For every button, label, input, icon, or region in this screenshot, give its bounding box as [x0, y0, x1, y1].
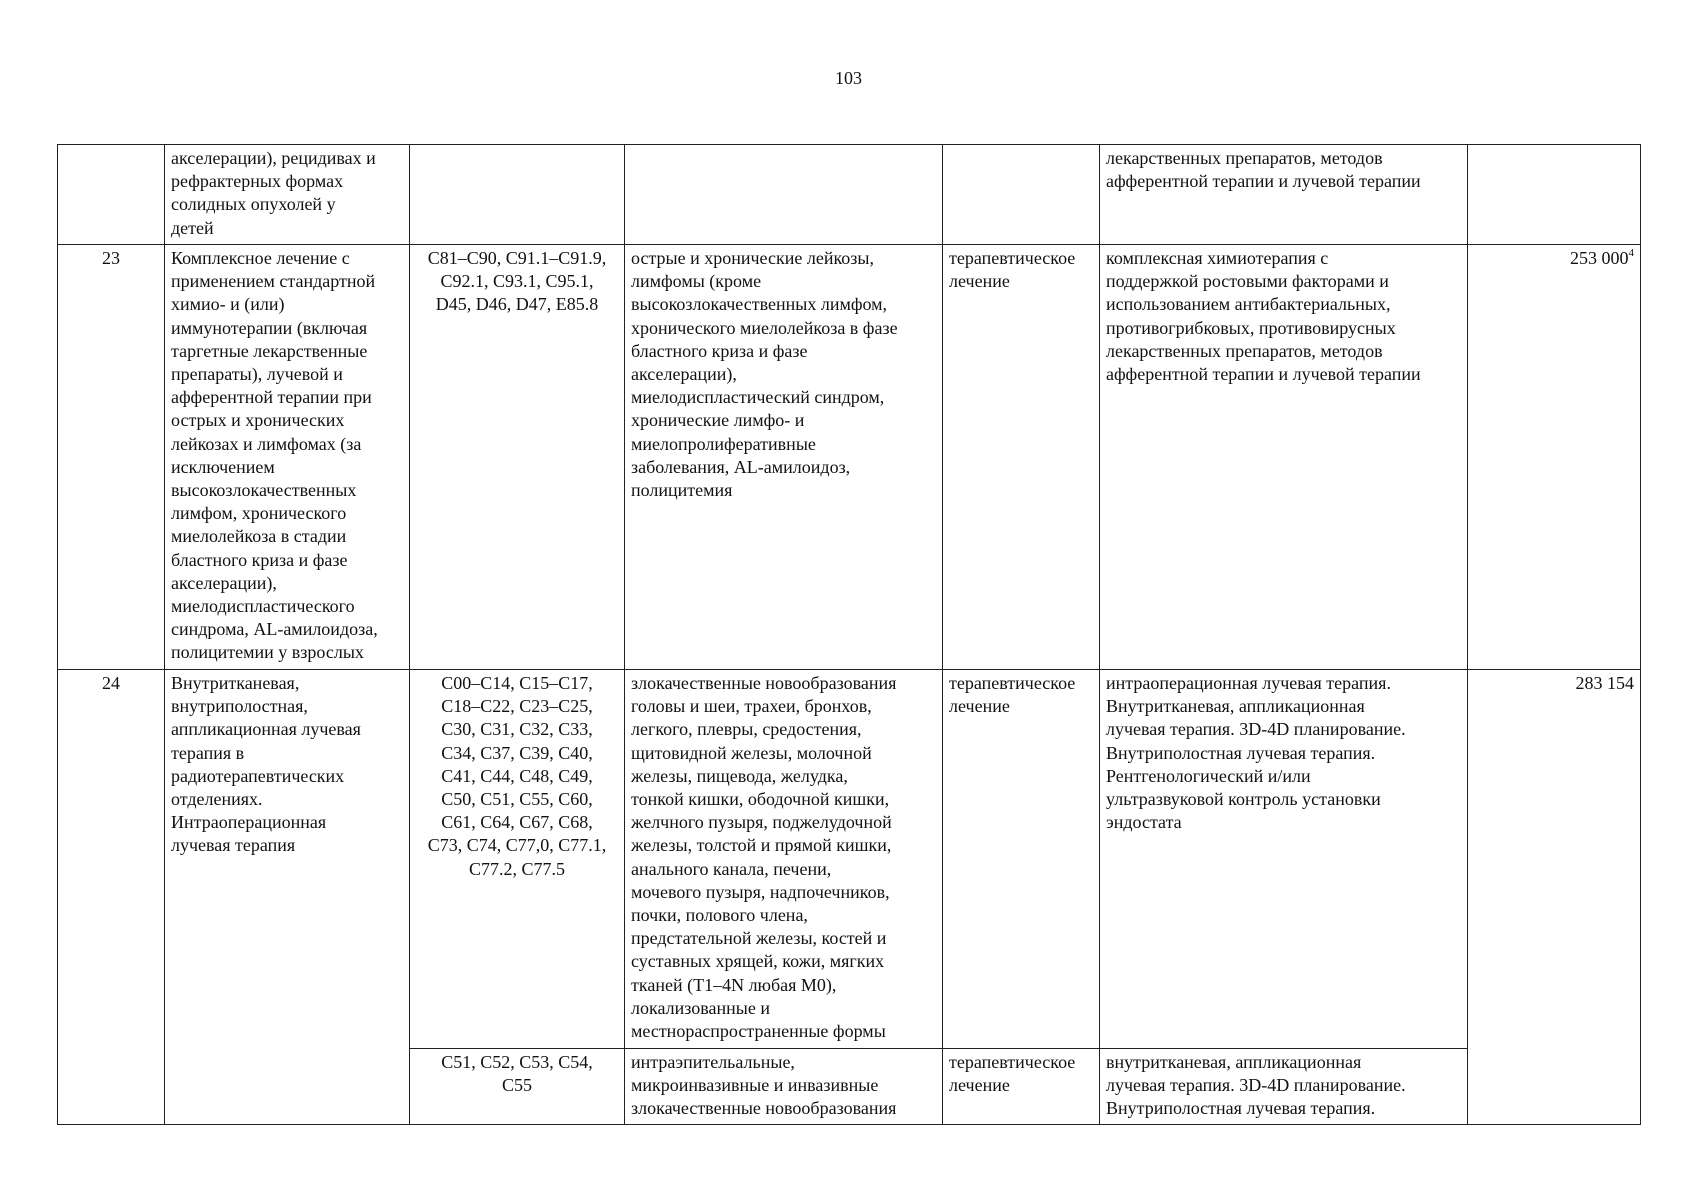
patient-model: интраэпительальные, микроинвазивные и инвазивные злокачественные новообразования: [625, 1049, 943, 1125]
cost-value: 283 154: [1468, 670, 1641, 1125]
row-number: 24: [58, 670, 165, 1125]
icd-codes: C81–C90, C91.1–C91.9, C92.1, C93.1, C95.1, D45, D46, D47, E85.8: [410, 245, 625, 670]
row-number: 23: [58, 245, 165, 670]
medical-care-table: [57, 144, 1641, 1125]
treatment-type: терапевтическое лечение: [943, 245, 1100, 670]
treatment-type: терапевтическое лечение: [943, 1049, 1100, 1125]
row-number: [58, 145, 165, 245]
icd-codes: C00–C14, C15–C17, C18–C22, C23–C25, C30, C31, C32, C33, C34, C37, C39, C40, C41, C44, C48, C49, C50, C51, C55, C60, C61, C64, C67, C68, C73, C74, C77,0, C77.1, C77.2, C77.5: [410, 670, 625, 1049]
care-type-name: Комплексное лечение с применением стандартной химио- и (или) иммунотерапии (включая таргетные лекарственные препараты), лучевой и афферентной терапии при острых и хронических лейкозах и лимфомах (за исключением высокозлокачественных лимфом, хронического миелолейкоза в стадии бластного криза и фазе акселерации), миелодиспластического синдрома, AL-амилоидоза, полицитемии у взрослых: [165, 245, 410, 670]
icd-codes: C51, C52, C53, C54, C55: [410, 1049, 625, 1125]
treatment-type: терапевтическое лечение: [943, 670, 1100, 1049]
patient-model: [625, 145, 943, 245]
icd-codes: [410, 145, 625, 245]
page-number: 103: [835, 68, 862, 88]
cost-value: 253 000: [1570, 248, 1629, 268]
treatment-method: комплексная химиотерапия с поддержкой ростовыми факторами и использованием антибактериальных, противогрибковых, противовирусных лекарственных препаратов, методов афферентной терапии и лучевой терапии: [1100, 245, 1468, 670]
cost-value: [1468, 145, 1641, 245]
treatment-method: внутритканевая, аппликационная лучевая терапия. 3D-4D планирование. Внутриполостная лучевая терапия.: [1100, 1049, 1468, 1125]
care-type-name: Внутритканевая, внутриполостная, аппликационная лучевая терапия в радиотерапевтических отделениях. Интраоперационная лучевая терапия: [165, 670, 410, 1125]
patient-model: злокачественные новообразования головы и шеи, трахеи, бронхов, легкого, плевры, средостения, щитовидной железы, молочной железы, пищевода, желудка, тонкой кишки, ободочной кишки, желчного пузыря, поджелудочной железы, толстой и прямой кишки, анального канала, печени, мочевого пузыря, надпочечников, почки, полового члена, предстательной железы, костей и суставных хрящей, кожи, мягких тканей (T1–4N любая M0), локализованные и местнораспространенные формы: [625, 670, 943, 1049]
table-row-24: [58, 670, 1641, 1049]
patient-model: острые и хронические лейкозы, лимфомы (кроме высокозлокачественных лимфом, хронического миелолейкоза в фазе бластного криза и фазе акселерации), миелодиспластический синдром, хронические лимфо- и миелопролиферативные заболевания, AL-амилоидоз, полицитемия: [625, 245, 943, 670]
care-type-name: акселерации), рецидивах и рефрактерных формах солидных опухолей у детей: [165, 145, 410, 245]
treatment-method: лекарственных препаратов, методов афферентной терапии и лучевой терапии: [1100, 145, 1468, 245]
cost-footnote-mark: 4: [1628, 247, 1634, 259]
cost-cell: [1468, 245, 1641, 670]
table-row-23: [58, 245, 1641, 670]
table-row-continuation: [58, 145, 1641, 245]
treatment-type: [943, 145, 1100, 245]
treatment-method: интраоперационная лучевая терапия. Внутритканевая, аппликационная лучевая терапия. 3D-4D планирование. Внутриполостная лучевая терапия. Рентгенологический и/или ультразвуковой контроль установки эндостата: [1100, 670, 1468, 1049]
